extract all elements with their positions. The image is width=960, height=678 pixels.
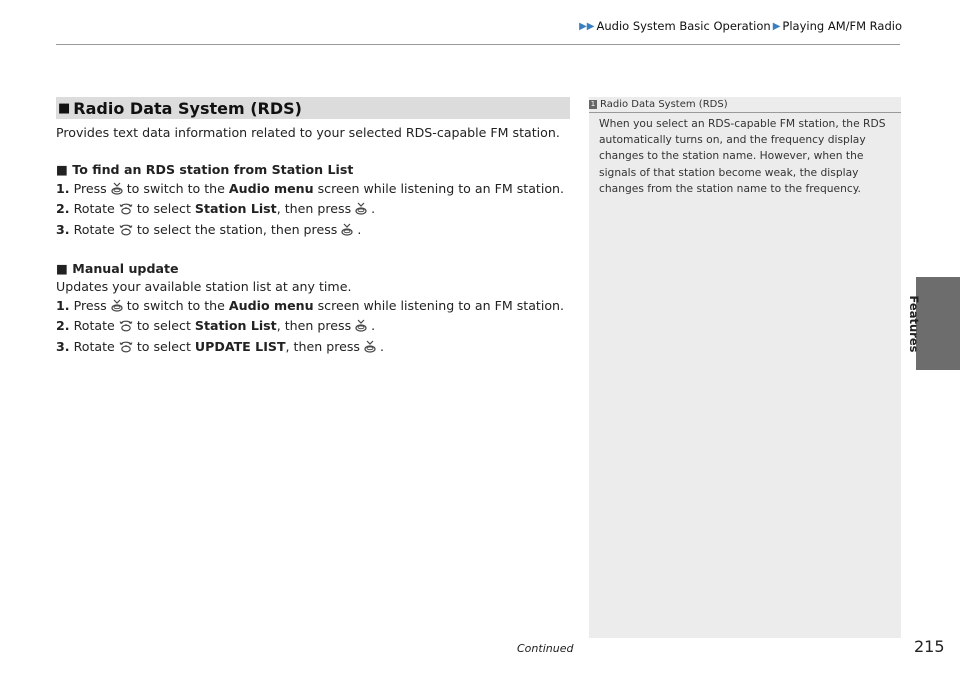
selector-knob-press-icon xyxy=(341,223,353,242)
intro-text: Provides text data information related to your selected RDS-capable FM station. xyxy=(56,125,560,140)
selector-knob-press-icon xyxy=(355,202,367,221)
note-line: changes to the station name. However, when the xyxy=(599,149,864,163)
square-bullet-icon: ■ xyxy=(56,162,73,177)
selector-knob-press-icon xyxy=(111,182,123,201)
main-content xyxy=(56,124,576,358)
subsection-heading: ■ Manual update xyxy=(56,260,179,276)
step: 2. Rotate to select Station List, then press . xyxy=(56,317,576,338)
note-line: changes from the station name to the frequency. xyxy=(599,181,861,195)
step: 2. Rotate to select Station List, then press . xyxy=(56,200,576,221)
square-bullet-icon: ■ xyxy=(58,100,71,116)
note-number-badge: 1 xyxy=(590,100,596,108)
side-tab-marker xyxy=(916,277,960,370)
breadcrumb-arrow-icon: ▶ xyxy=(772,20,781,32)
selector-knob-rotate-icon xyxy=(119,201,133,221)
step: 1. Press to switch to the Audio menu screen while listening to an FM station. xyxy=(56,180,576,201)
step: 1. Press to switch to the Audio menu screen while listening to an FM station. xyxy=(56,297,576,318)
selector-knob-rotate-icon xyxy=(119,339,133,359)
header-divider xyxy=(56,44,900,45)
note-title-text: Radio Data System (RDS) xyxy=(600,99,728,110)
breadcrumb-item: Playing AM/FM Radio xyxy=(782,19,902,33)
section-header xyxy=(56,97,570,119)
continued-label: Continued xyxy=(517,642,574,655)
selector-knob-press-icon xyxy=(355,319,367,338)
selector-knob-press-icon xyxy=(364,340,376,359)
note-body xyxy=(599,116,895,197)
page-number: 215 xyxy=(914,637,945,656)
breadcrumb-item: Audio System Basic Operation xyxy=(596,19,771,33)
section-title: Radio Data System (RDS) xyxy=(73,98,302,118)
breadcrumb xyxy=(579,19,902,33)
subsection-description: Updates your available station list at any time. xyxy=(56,279,352,294)
note-line: When you select an RDS-capable FM station, the RDS xyxy=(599,117,886,130)
selector-knob-rotate-icon xyxy=(119,222,133,242)
square-bullet-icon: ■ xyxy=(56,260,73,276)
breadcrumb-arrow-icon: ▶▶ xyxy=(579,20,595,32)
note-line: signals of that station become weak, the display xyxy=(599,165,859,179)
step: 3. Rotate to select UPDATE LIST, then press . xyxy=(56,338,576,359)
sidebar-note xyxy=(589,97,901,638)
step: 3. Rotate to select the station, then press . xyxy=(56,221,576,242)
selector-knob-press-icon xyxy=(111,299,123,318)
subsection-heading: ■ To find an RDS station from Station List xyxy=(56,162,354,177)
note-title xyxy=(589,97,901,113)
note-line: automatically turns on, and the frequency display xyxy=(599,133,866,147)
side-tab-label: Features xyxy=(907,295,921,353)
selector-knob-rotate-icon xyxy=(119,318,133,338)
